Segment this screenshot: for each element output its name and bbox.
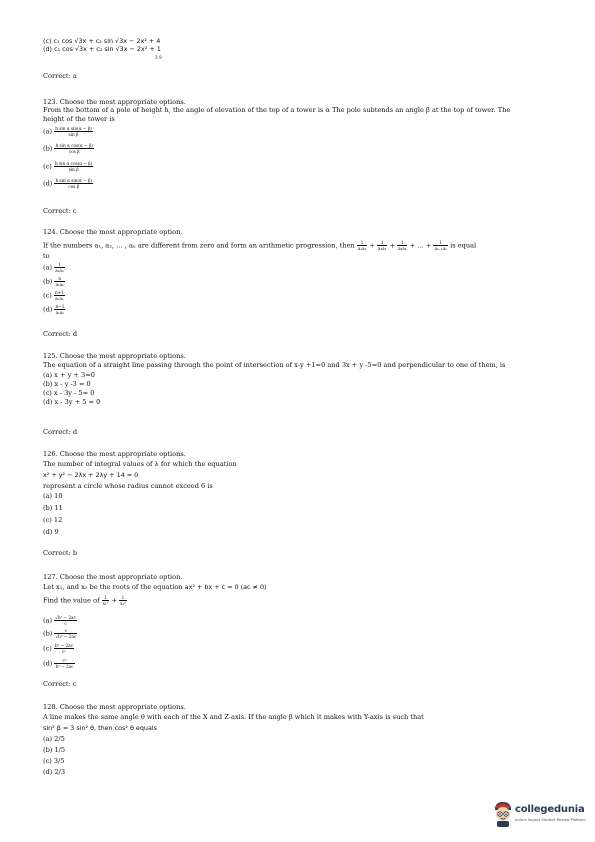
question-title: 124. Choose the most appropriate option. (43, 228, 183, 236)
option-a: (a) 2/5 (43, 735, 65, 743)
question-text: The number of integral values of λ for which the equation (43, 460, 237, 468)
option-fraction: $\frac{\text{h sin α cos(α − β)}}{\text{sin β}}$ (54, 161, 93, 172)
option-b: (b) $\frac{c}{\text{√b² − 2ac}}$ (43, 628, 77, 639)
brand-tagline: India's largest Student Review Platform (515, 818, 586, 822)
collegedunia-logo (492, 798, 584, 832)
option-a: (a) $\frac{\text{√b² − 2ac}}{c}$ (43, 615, 76, 626)
brand-name: collegedunia (515, 804, 585, 815)
option-fraction: $\frac{\text{h sin α sin(α − β)}}{\text{sin β}}$ (55, 126, 92, 137)
answer-line: Correct: c (43, 680, 77, 688)
question-title: 126. Choose the most appropriate options. (43, 450, 186, 458)
answer-line: Correct: d (43, 330, 78, 338)
option-label: (d) (43, 179, 53, 188)
option-d (43, 178, 93, 189)
question-text: From the bottom of a pole of height h, the angle of elevation of the top of a tower is α The pole subtends an angle β at the top of tower. The (43, 106, 511, 114)
answer-line: Correct: b (43, 549, 78, 557)
option-fraction: $\frac{\text{h sin α cos(α − β)}}{\text{cos β}}$ (55, 143, 93, 154)
option-b: (b) 1/5 (43, 746, 66, 754)
option-a: (a) 10 (43, 492, 63, 500)
option-d: (d) x - 3y + 5 = 0 (43, 398, 101, 406)
option-c: (c) 3/5 (43, 757, 65, 765)
option-a (43, 126, 93, 137)
option-d: (d) 2/3 (43, 768, 66, 776)
answer-line: Correct: c (43, 207, 77, 215)
question-text: Let x₁, and x₂ be the roots of the equation ax² + bx + c = 0 (ac ≠ 0) (43, 583, 267, 591)
question-text: A line makes the same angle θ with each of the X and Z-axis. If the angle β which it makes with Y-axis is such that (43, 713, 424, 721)
answer-line: Correct: a (43, 72, 77, 80)
question-text: Find the value of $\frac{1}{\text{x₁²}}$ + $\frac{1}{\text{x₂²}}$ (43, 595, 126, 606)
question-title: 127. Choose the most appropriate option. (43, 573, 183, 581)
option-a: (a) x + y + 3=0 (43, 371, 95, 379)
option-d-subscript: 3 9 (155, 55, 162, 60)
mascot-icon (492, 800, 514, 828)
question-equation: sin² β = 3 sin² θ, then cos² θ equals (43, 724, 157, 732)
option-label: (c) (43, 162, 52, 171)
option-c: (c) x - 3y - 5= 0 (43, 389, 95, 397)
option-a: (a) $\frac{1}{\text{a₁aₙ}}$ (43, 262, 64, 273)
option-b: (b) 11 (43, 504, 63, 512)
option-c-line: (c) c₁ cos √3x + c₂ sin √3x − 2x² + 4 (43, 37, 161, 45)
option-d: (d) $\frac{n-1}{\text{a₁aₙ}}$ (43, 304, 65, 315)
option-c: (c) $\frac{\text{b² − 2ac}}{\text{c²}}$ (43, 643, 73, 654)
option-label: (b) (43, 144, 53, 153)
question-text: height of the tower is (43, 115, 115, 123)
option-c: (c) 12 (43, 516, 63, 524)
question-text: represent a circle whose radius cannot exceed 6 is (43, 482, 213, 490)
option-c: (c) $\frac{n+1}{\text{a₁aₙ}}$ (43, 290, 64, 301)
option-c (43, 161, 93, 172)
question-title: 125. Choose the most appropriate options. (43, 352, 186, 360)
option-fraction: $\frac{\text{h sin α sin(α − β)}}{\text{cos β}}$ (55, 178, 93, 189)
question-text: The equation of a straight line passing through the point of intersection of x-y +1=0 and 3x + y -5=0 and perpendicular to one of them, is (43, 361, 506, 369)
option-b (43, 143, 94, 154)
question-text: to (43, 252, 50, 260)
option-b: (b) x - y -3 = 0 (43, 380, 91, 388)
option-label: (a) (43, 127, 53, 136)
option-d-line: (d) c₁ cos √3x + c₂ sin √3x − 2x² + 1 (43, 45, 161, 53)
option-b: (b) $\frac{n}{\text{a₁aₙ}}$ (43, 276, 64, 287)
question-title: 128. Choose the most appropriate options. (43, 703, 186, 711)
option-d: (d) $\frac{\text{c²}}{\text{b² − 2ac}}$ (43, 658, 74, 669)
option-d: (d) 9 (43, 528, 59, 536)
question-text: If the numbers a₁, a₂, … , aₙ are different from zero and form an arithmetic progression, then $\frac{1}{\text{a₁a₂}}$ + $\frac{1}{\text{a₂a₃}}$ + $\frac{1}{\text{a₃a₄}}$ + … + $\frac{1}{\text{aₙ₋₁aₙ}}$ is equal (43, 240, 477, 251)
question-equation: x² + y² − 2λx + 2λy + 14 = 0 (43, 471, 139, 479)
answer-line: Correct: d (43, 428, 78, 436)
question-title: 123. Choose the most appropriate options. (43, 98, 186, 106)
